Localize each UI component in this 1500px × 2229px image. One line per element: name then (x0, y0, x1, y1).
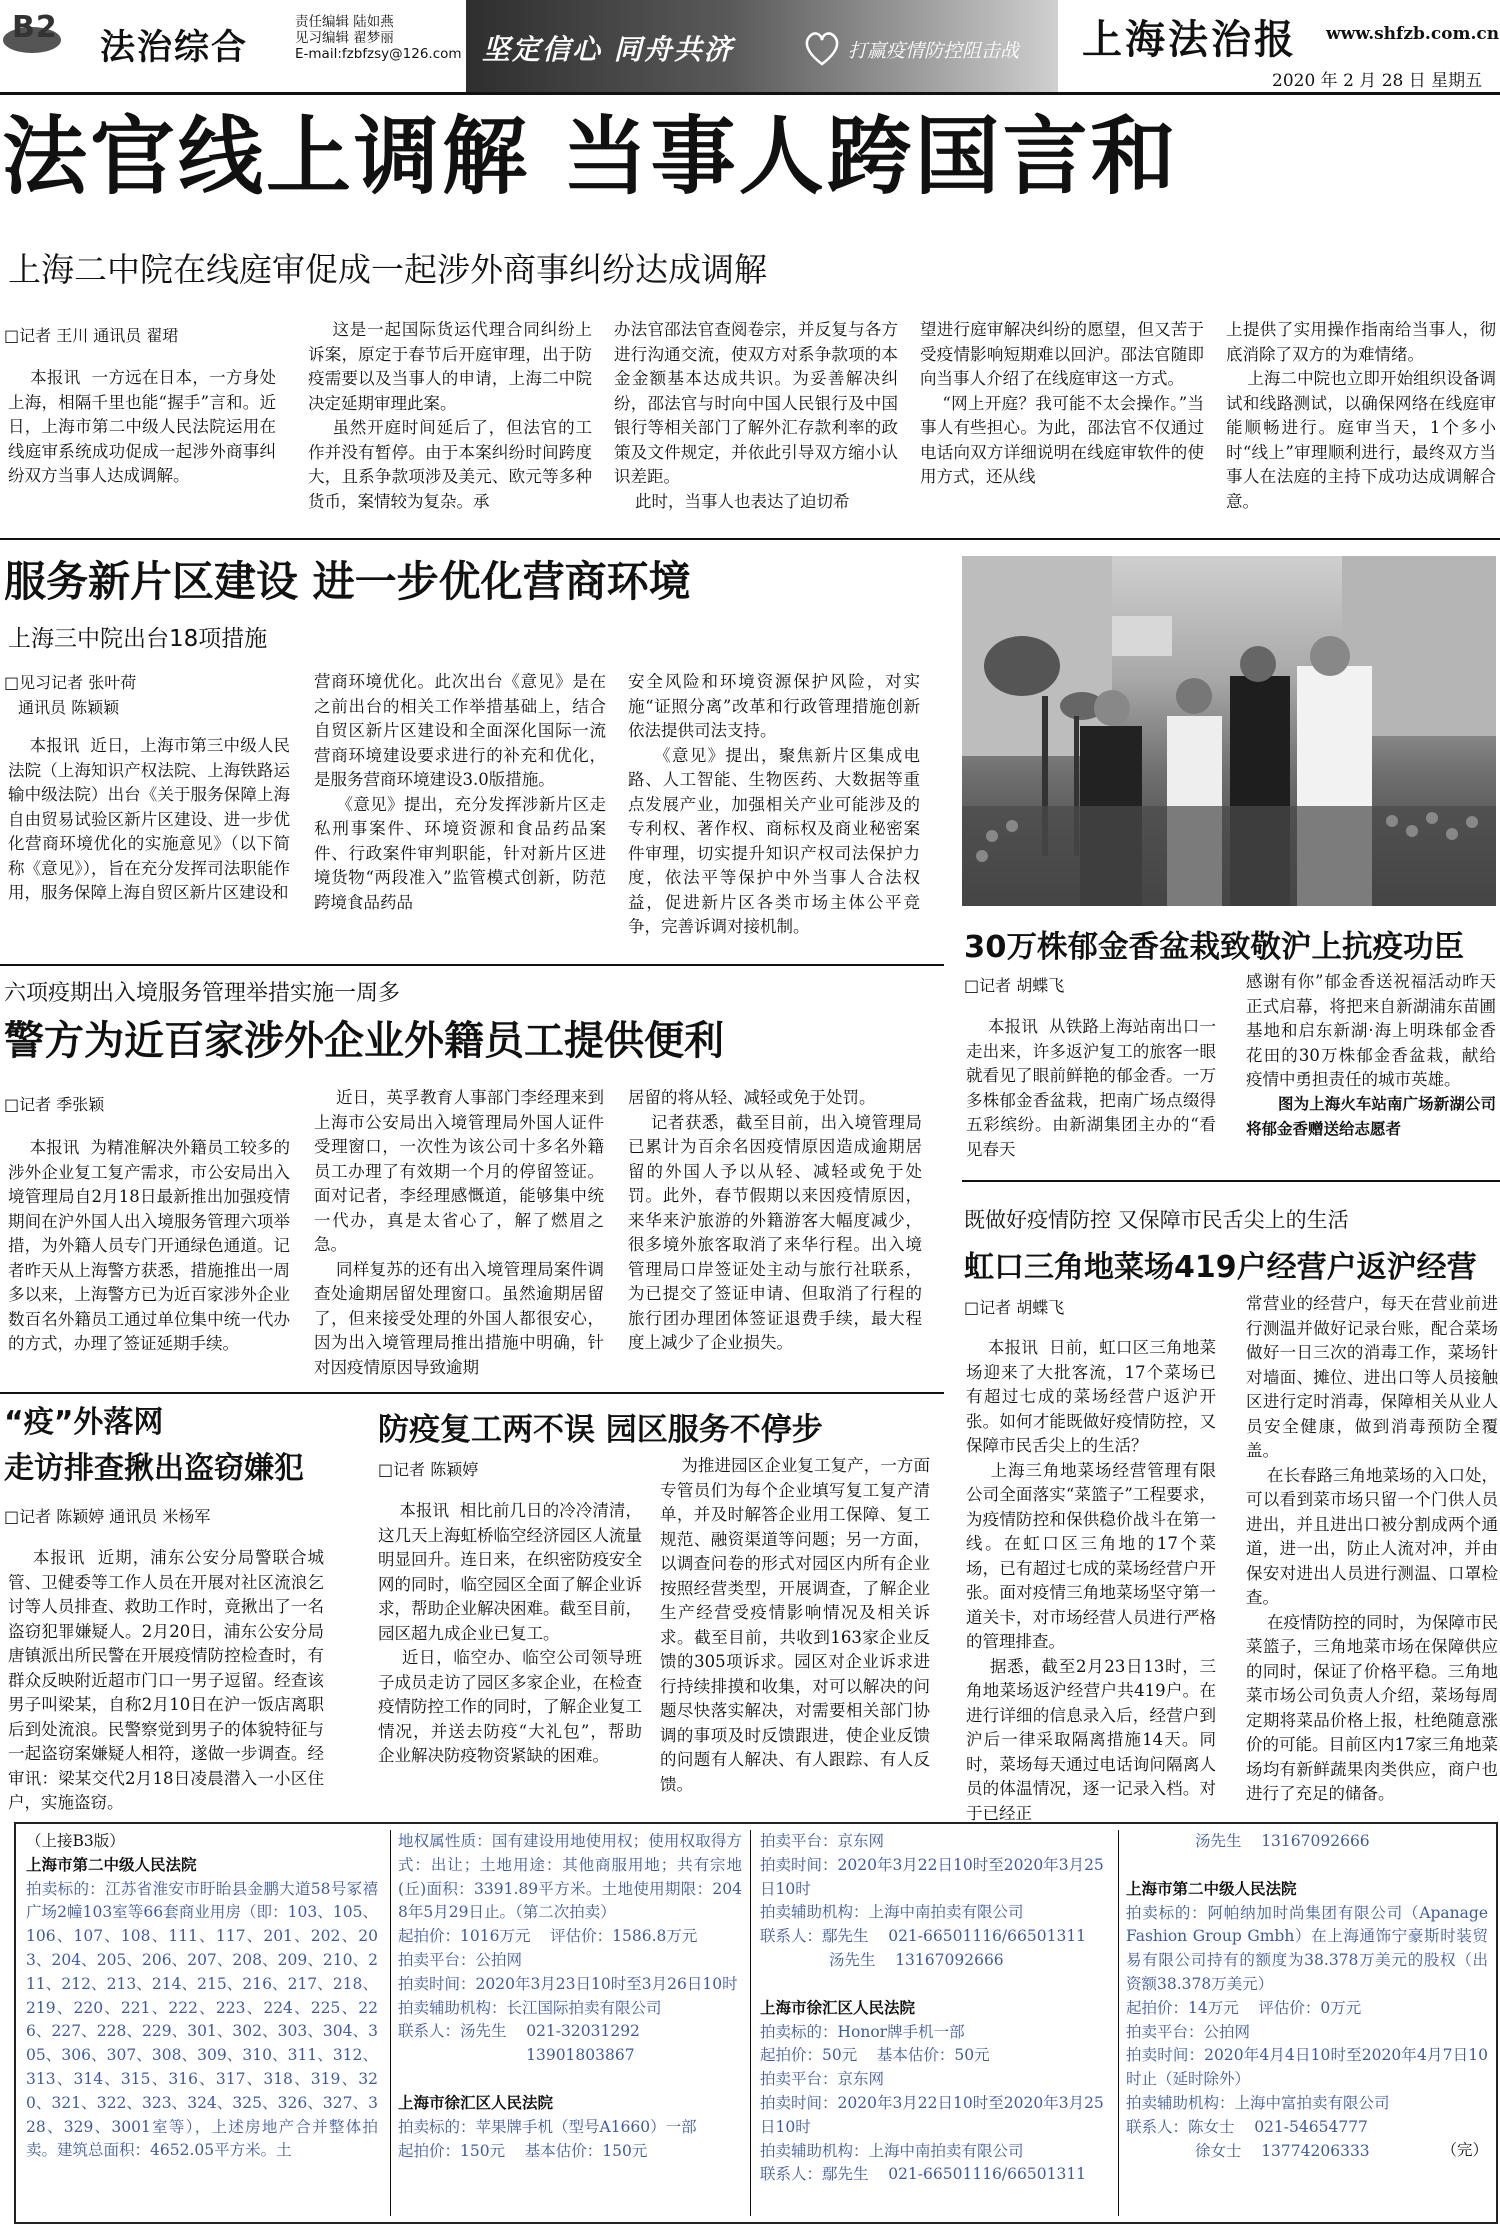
article3-col-3: 居留的将从轻、减轻或免于处罚。 记者获悉，截至目前，出入境管理局已累计为百余名因疫情原因造成逾期居留的外国人予以从轻、减轻或免于处罚。此外，春节假期以来因疫情原因，来华来沪旅游的外籍游客大幅度减少，很多境外旅客取消了来华行程。出入境管理局口岸签证处主动与旅行社联系，为已提交了签证申请、但取消了行程的旅行团办理团体签证退费手续，最大程度上减少了企业损失。 (628, 1088, 923, 1352)
article3-byline: □记者 季张颖 (4, 1095, 105, 1114)
article4-headline: 虹口三角地菜场419户经营户返沪经营 (964, 1250, 1477, 1285)
notice-court: 上海市第二中级人民法院 (1126, 1879, 1297, 1898)
divider (1118, 1830, 1119, 2216)
article2-headline: 服务新片区建设 进一步优化营商环境 (4, 557, 691, 606)
notice-col-3 (760, 1830, 1108, 2187)
photo-story-byline: □记者 胡蝶飞 (964, 976, 1065, 995)
article4-kicker: 既做好疫情防控 又保障市民舌尖上的生活 (964, 1208, 1349, 1232)
paper-name: 上海法治报 (1082, 16, 1297, 63)
notice-continued: （上接B3版） (26, 1832, 125, 1850)
article6-byline: □记者 陈颖婷 (378, 1460, 479, 1479)
lead-col-4: 望进行庭审解决纠纷的愿望，但又苦于受疫情影响短期难以回沪。邵法官随即向当事人介绍了在线庭审这一方式。 “网上开庭？我可能不太会操作。”当事人有些担心。为此，邵法官不仅通过电话向双方详细说明在线庭审软件的使用方式，还从线 (920, 320, 1204, 486)
article3-kicker: 六项疫期出入境服务管理举措实施一周多 (4, 981, 401, 1006)
divider (0, 964, 944, 966)
heart-hands-icon (802, 30, 842, 66)
photo-story-headline: 30万株郁金香盆栽致敬沪上抗疫功臣 (964, 930, 1464, 965)
notice-court: 上海市徐汇区人民法院 (760, 1998, 916, 2017)
article2-byline (4, 670, 136, 720)
article5-headline (4, 1400, 304, 1492)
article2-col-3: 安全风险和环境资源保护风险，对实施“证照分离”改革和行政管理措施创新依法提供司法支持。 《意见》提出，聚焦新片区集成电路、人工智能、生物医药、大数据等重点发展产业，加强相关产业可能涉及的专利权、著作权、商标权及商业秘密案件审理，切实提升知识产权司法保护力度，依法平等保护中外当事人合法权益，促进新片区各类市场主体公平竞争，完善诉调对接机制。 (628, 672, 921, 936)
editor-email: E-mail:fzbfzsy@126.com (295, 46, 462, 62)
notice-col-1 (26, 1830, 378, 2163)
article2-col-1: 本报讯 近日，上海市第三中级人民法院（上海知识产权法院、上海铁路运输中级法院）出台《关于服务保障上海自由贸易试验区新片区建设、进一步优化营商环境优化的实施意见》（以下简称《意见》），旨在充分发挥司法职能作用，服务保障上海自贸区新片区建设和 (8, 736, 290, 902)
article4-byline: □记者 胡蝶飞 (964, 1298, 1065, 1317)
divider (0, 538, 1500, 540)
banner-subslogan: 打赢疫情防控阻击战 (848, 40, 1020, 62)
editor-list (295, 14, 462, 62)
photo-credit: 图为上海火车站南广场新湖公司将郁金香赠送给志愿者 (1246, 1095, 1496, 1138)
paper-website: www.shfzb.com.cn (1326, 24, 1500, 44)
article3-col-1: 本报讯 为精准解决外籍员工较多的涉外企业复工复产需求，市公安局出入境管理局自2月18日最新推出加强疫情期间在沪外国人出入境服务管理六项举措，为外籍人员专门开通绿色通道。记者昨天从上海警方获悉，措施推出一周多以来，上海警方已为近百家涉外企业数百名外籍员工通过单位集中统一代办的方式，办理了签证延期手续。 (8, 1138, 290, 1353)
divider (390, 1830, 391, 2216)
tulip-photo (962, 556, 1496, 906)
article4-col-1: 本报讯 日前，虹口区三角地菜场迎来了大批客流，17个菜场已有超过七成的菜场经营户返沪开张。如何才能既做好疫情防控，又保障市民舌尖上的生活？ 上海三角地菜场经营管理有限公司全面落实“菜篮子”工程要求，为疫情防控和保供稳价战斗在第一线。在虹口区三角地的17个菜场，已有超过七成的菜场经营户开张。面对疫情三角地菜场坚守第一道关卡，对市场经营人员进行严格的管理排查。 据悉，截至2月23日13时，三角地菜场返沪经营户共419户。在进行详细的信息录入后，经营户到沪后一律采取隔离措施14天。同时，菜场每天通过电话询问隔离人员的体温情况，逐一记录入档。对于已经正 (966, 1338, 1216, 1823)
notice-item: 拍卖标的：Honor牌手机一部 起拍价：50元 基本估价：50元 拍卖平台：京东网 拍卖时间：2020年3月22日10时至2020年3月25日10时 拍卖辅助机构：上海中南拍卖有限公司 联系人：鄢先生 021-66501116/66501311 (760, 2022, 1104, 2184)
lead-subheadline: 上海二中院在线庭审促成一起涉外商事纠纷达成调解 (8, 250, 767, 289)
notice-item: 拍卖标的：江苏省淮安市盱眙县金鹏大道58号冢禧广场2幢103室等66套商业用房（即：103、105、106、107、108、111、117、201、202、203、204、205、206、207、208、209、210、211、212、213、214、215、216、217、218、219、220、221、222、223、224、225、226、227、228、229、301、302、303、304、305、306、307、308、309、310、311、312、313、314、315、316、317、318、319、320、321、322、323、324、325、326、327、328、329、3001室等），上述房地产合并整体拍卖。建筑总面积：4652.05平方米。土 (26, 1879, 378, 2160)
campaign-banner (466, 0, 1058, 92)
article2-col-2: 营商环境优化。此次出台《意见》是在之前出台的相关工作举措基础上，结合自贸区新片区建设和全面深化国际一流营商环境建设要求进行的补充和优化，是服务营商环境建设3.0版措施。 《意见》提出，充分发挥涉新片区走私刑事案件、环境资源和食品药品案件、行政案件审判职能，针对新片区进境货物“两段准入”监管模式创新，防范跨境食品药品 (314, 672, 607, 912)
page-number-badge (2, 10, 66, 54)
issue-date: 2020 年 2 月 28 日 星期五 (1272, 71, 1483, 91)
notice-item: 拍卖标的：苹果牌手机（型号A1660）一部 起拍价：150元 基本估价：150元 (398, 2117, 697, 2160)
editor-line: 见习编辑 翟梦丽 (295, 30, 394, 46)
byline-correspondent: 通讯员 陈颖颖 (18, 698, 120, 717)
lead-col-2: 这是一起国际货运代理合同纠纷上诉案，原定于春节后开庭审理，出于防疫需要以及当事人的申请，上海二中院决定延期审理此案。 虽然开庭时间延后了，但法官的工作并没有暂停。由于本案纠纷时间跨度大，且系争款项涉及美元、欧元等多种货币，案情较为复杂。承 (308, 320, 593, 511)
notice-item: 拍卖平台：京东网 拍卖时间：2020年3月22日10时至2020年3月25日10时 拍卖辅助机构：上海中南拍卖有限公司 联系人：鄢先生 021-66501116/66501311 汤先生 13167092666 (760, 1832, 1104, 1969)
article5-headline-line2: 走访排查揪出盗窃嫌犯 (4, 1451, 304, 1486)
notice-court: 上海市徐汇区人民法院 (398, 2093, 554, 2112)
divider (750, 1830, 751, 2216)
notice-item: 汤先生 13167092666 (1126, 1832, 1370, 1850)
divider (962, 1180, 1500, 1182)
photo-scene-icon (962, 556, 1496, 906)
page-number: B2 (12, 10, 58, 45)
notice-court: 上海市第二中级人民法院 (26, 1855, 197, 1874)
editor-line: 责任编辑 陆如燕 (295, 14, 394, 30)
notice-item: 地权属性质：国有建设用地使用权；使用权取得方式：出让；土地用途：其他商服用地；共有宗地(丘)面积：3391.89平方米。土地使用期限：2048年5月29日止。（第二次拍卖） 起拍价：1016万元 评估价：1586.8万元 拍卖平台：公拍网 拍卖时间：2020年3月23日10时至3月26日10时 拍卖辅助机构：长江国际拍卖有限公司 联系人：汤先生 021-32031292 13901803867 (398, 1832, 742, 2065)
article6-col-2: 为推进园区企业复工复产，一方面专管员们为每个企业填写复工复产清单，并及时解答企业用工保障、复工规范、融资渠道等问题；另一方面，以调查问卷的形式对园区内所有企业按照经营类型，开展调查，了解企业生产经营受疫情影响情况及相关诉求。截至目前，共收到163家企业反馈的305项诉求。园区对企业诉求进行持续排摸和收集，对可以解决的问题尽快落实解决，对需要相关部门协调的事项及时反馈跟进，使企业反馈的问题有人解决、有人跟踪、有人反馈。 (660, 1456, 931, 1794)
article5-headline-line1: “疫”外落网 (4, 1405, 164, 1440)
notice-col-2 (398, 1830, 742, 2163)
divider (0, 1392, 944, 1394)
masthead-rule (0, 92, 1500, 95)
notice-col-4 (1126, 1830, 1488, 2163)
photo-story-col-2: 感谢有你”郁金香送祝福活动昨天正式启幕，将把来自新湖浦东苗圃基地和启东新湖·海上明珠郁金香花田的30万株郁金香盆栽，献给疫情中勇担责任的城市英雄。 (1246, 972, 1496, 1089)
notice-end-mark: （完） (1441, 2141, 1488, 2160)
section-title: 法治综合 (100, 28, 249, 68)
article6-col-1: 本报讯 相比前几日的冷冷清清，这几天上海虹桥临空经济园区人流量明显回升。连日来，在织密防疫安全网的同时，临空园区全面了解企业诉求，帮助企业解决困难。截至目前，园区超九成企业已复工。 近日，临空办、临空公司领导班子成员走访了园区多家企业，在检查疫情防控工作的同时，了解企业复工情况，并送去防疫“大礼包”，帮助企业解决防疫物资紧缺的困难。 (378, 1501, 643, 1765)
article2-subheadline: 上海三中院出台18项措施 (8, 626, 268, 652)
article3-headline: 警方为近百家涉外企业外籍员工提供便利 (4, 1018, 724, 1064)
article4-col-2: 常营业的经营户，每天在营业前进行测温并做好记录台账，配合菜场做好一日三次的消毒工作，菜场针对墙面、摊位、进出口等人员接触区进行定时消毒，保障相关从业人员安全健康，做到消毒预防全覆盖。 在长春路三角地菜场的入口处，可以看到菜市场只留一个门供人员进出，并且进出口被分割成两个通道，进一出，防止人流对冲，并由保安对进出人员进行测温、口罩检查。 在疫情防控的同时，为保障市民菜篮子，三角地菜市场在保障供应的同时，保证了价格平稳。三角地菜市场公司负责人介绍，菜场每周定期将菜品价格上报，杜绝随意涨价的可能。目前区内17家三角地菜场均有新鲜蔬果肉类供应，商户也进行了充足的储备。 (1246, 1294, 1498, 1803)
lead-byline: □记者 王川 通讯员 翟珺 (4, 326, 179, 345)
lead-col-5: 上提供了实用操作指南给当事人，彻底消除了双方的为难情绪。 上海二中院也立即开始组织设备调试和线路测试，以确保网络在线庭审能顺畅进行。庭审当天，1个多小时“线上”审理顺利进行，最终双方当事人在法庭的主持下成功达成调解合意。 (1226, 320, 1497, 511)
article6-headline: 防疫复工两不误 园区服务不停步 (378, 1412, 823, 1448)
lead-col-3: 办法官邵法官查阅卷宗，并反复与各方进行沟通交流，使双方对系争款项的本金金额基本达成共识。为妥善解决纠纷，邵法官与时向中国人民银行及中国银行等相关部门了解外汇存款利率的政策及文件规定，并依此引导双方缩小认识差距。 此时，当事人也表达了迫切希 (614, 320, 898, 511)
banner-slogan: 坚定信心 同舟共济 (482, 33, 734, 66)
photo-story-col-1: 本报讯 从铁路上海站南出口一走出来，许多返沪复工的旅客一眼就看见了眼前鲜艳的郁金香。一万多株郁金香盆栽，把南广场点缀得五彩缤纷。由新湖集团主办的“看见春天 (966, 1017, 1216, 1159)
article5-byline: □记者 陈颖婷 通讯员 米杨军 (4, 1507, 211, 1526)
lead-headline: 法官线上调解 当事人跨国言和 (2, 108, 1179, 207)
article3-col-2: 近日，英孚教育人事部门李经理来到上海市公安局出入境管理局外国人证件受理窗口，一次性为该公司十多名外籍员工办理了有效期一个月的停留签证。面对记者，李经理感慨道，能够集中统一代办，真是太省心了，解了燃眉之急。 同样复苏的还有出入境管理局案件调查处逾期居留处理窗口。虽然逾期居留了，但来接受处理的外国人都很安心，因为出入境管理局推出措施中明确，针对因疫情原因导致逾期 (314, 1088, 605, 1377)
lead-col-1: 本报讯 一方远在日本，一方身处上海，相隔千里也能“握手”言和。近日，上海市第二中级人民法院运用在线庭审系统成功促成一起涉外商事纠纷双方当事人达成调解。 (8, 368, 276, 485)
byline-reporter: □见习记者 张叶荷 (4, 673, 137, 692)
notice-item: 拍卖标的：阿帕纳加时尚集团有限公司（Apanage Fashion Group Gmbh）在上海通饰宁豪斯时装贸易有限公司持有的额度为38.378万美元的股权（出资额38.378万美元） 起拍价：14万元 评估价：0万元 拍卖平台：公拍网 拍卖时间：2020年4月4日10时至2020年4月7日10时止（延时除外） 拍卖辅助机构：上海中富拍卖有限公司 联系人：陈女士 021-54654777 徐女士 13774206333 (1126, 1903, 1488, 2160)
article5-text: 本报讯 近期，浦东公安分局警联合城管、卫健委等工作人员在开展对社区流浪乞讨等人员排查、救助工作时，竟揪出了一名盗窃犯罪嫌疑人。2月20日，浦东公安分局唐镇派出所民警在开展疫情防控检查时，有群众反映附近超市门口一男子逗留。经查该男子叫梁某，自称2月10日在沪一饭店离职后到处流浪。民警察觉到男子的体貌特征与一起盗窃案嫌疑人相符，遂做一步调查。经审讯：梁某交代2月18日凌晨潜入一小区住户，实施盗窃。 (8, 1548, 324, 1812)
